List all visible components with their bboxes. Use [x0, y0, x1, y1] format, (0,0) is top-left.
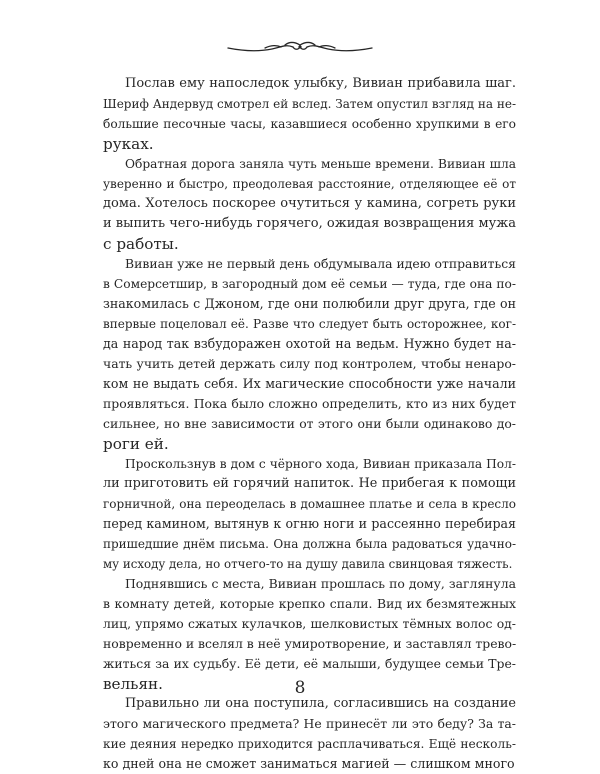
text-line: новременно и вселял в неё умиротворение, и заставлял трево-: [103, 636, 517, 651]
text-line: большие песочные часы, казавшиеся особенно хрупкими в его: [103, 117, 516, 131]
paragraph: [103, 254, 516, 454]
body-text: [103, 74, 516, 774]
text-line: руках.: [103, 135, 154, 153]
text-line: лиц, упрямо сжатых кулачков, шелковистых тёмных волос од-: [103, 616, 516, 631]
text-line: Правильно ли она поступила, согласившись на создание: [125, 696, 516, 711]
text-line: этого магического предмета? Не принесёт ли это беду? За та-: [103, 716, 516, 731]
text-line: да народ так взбудоражен охотой на ведьм. Нужно будет на-: [103, 336, 516, 351]
text-line: житься за их судьбу. Её дети, её малыши, будущее семьи Тре-: [103, 656, 516, 671]
page-number: 8: [294, 678, 306, 698]
text-line: ком не выдать себя. Их магические способности уже начали: [103, 376, 516, 391]
text-line: впервые поцеловал её. Разве что следует быть осторожнее, ког-: [103, 317, 516, 331]
text-line: ли приготовить ей горячий напиток. Не прибегая к помощи: [103, 476, 516, 491]
text-line: пришедшие днём письма. Она должна была радоваться удачно-: [103, 537, 516, 551]
text-line: в Сомерсетшир, в загородный дом её семьи — туда, где она по-: [103, 277, 516, 291]
text-line: ко дней она не сможет заниматься магией — слишком много: [103, 756, 515, 771]
text-line: Обратная дорога заняла чуть меньше времени. Вивиан шла: [125, 157, 516, 171]
text-line: горничной, она переоделась в домашнее платье и села в кресло: [103, 497, 516, 511]
text-line: му исходу дела, но отчего-то на душу давила свинцовая тяжесть.: [103, 557, 513, 571]
text-line: дома. Хотелось поскорее очутиться у камина, согреть руки: [103, 196, 516, 211]
text-line: Проскользнув в дом с чёрного хода, Вивиан приказала Пол-: [125, 457, 516, 471]
text-line: сильнее, но вне зависимости от этого они были одинаково до-: [103, 416, 516, 431]
text-line: Шериф Андервуд смотрел ей вслед. Затем опустил взгляд на не-: [103, 97, 516, 111]
text-line: и выпить чего-нибудь горячего, ожидая возвращения мужа: [103, 216, 516, 231]
text-line: роги ей.: [103, 435, 169, 453]
text-line: знакомилась с Джоном, где они полюбили друг друга, где он: [103, 296, 516, 311]
paragraph: [103, 694, 516, 774]
text-line: кие деяния нередко приходится расплачиваться. Ещё несколь-: [103, 737, 516, 751]
text-line: проявляться. Пока было сложно определить, кто из них будет: [103, 396, 516, 411]
text-line: с работы.: [103, 235, 179, 253]
paragraph: [103, 74, 516, 154]
text-line: чать учить детей держать силу под контролем, чтобы ненаро-: [103, 356, 516, 371]
text-line: Послав ему напоследок улыбку, Вивиан прибавила шаг.: [125, 76, 516, 91]
decorative-flourish-icon: [0, 36, 600, 58]
text-line: уверенно и быстро, преодолевая расстояние, отделяющее её от: [103, 177, 516, 191]
text-line: Поднявшись с места, Вивиан прошлась по дому, заглянула: [125, 576, 516, 591]
text-line: вельян.: [103, 675, 163, 693]
text-line: в комнату детей, которые крепко спали. Вид их безмятежных: [103, 596, 516, 611]
paragraph: [103, 574, 516, 694]
text-line: Вивиан уже не первый день обдумывала идею отправиться: [125, 256, 516, 271]
paragraph: [103, 154, 516, 254]
paragraph: [103, 454, 516, 574]
text-line: перед камином, вытянув к огню ноги и рассеянно перебирая: [103, 516, 516, 531]
